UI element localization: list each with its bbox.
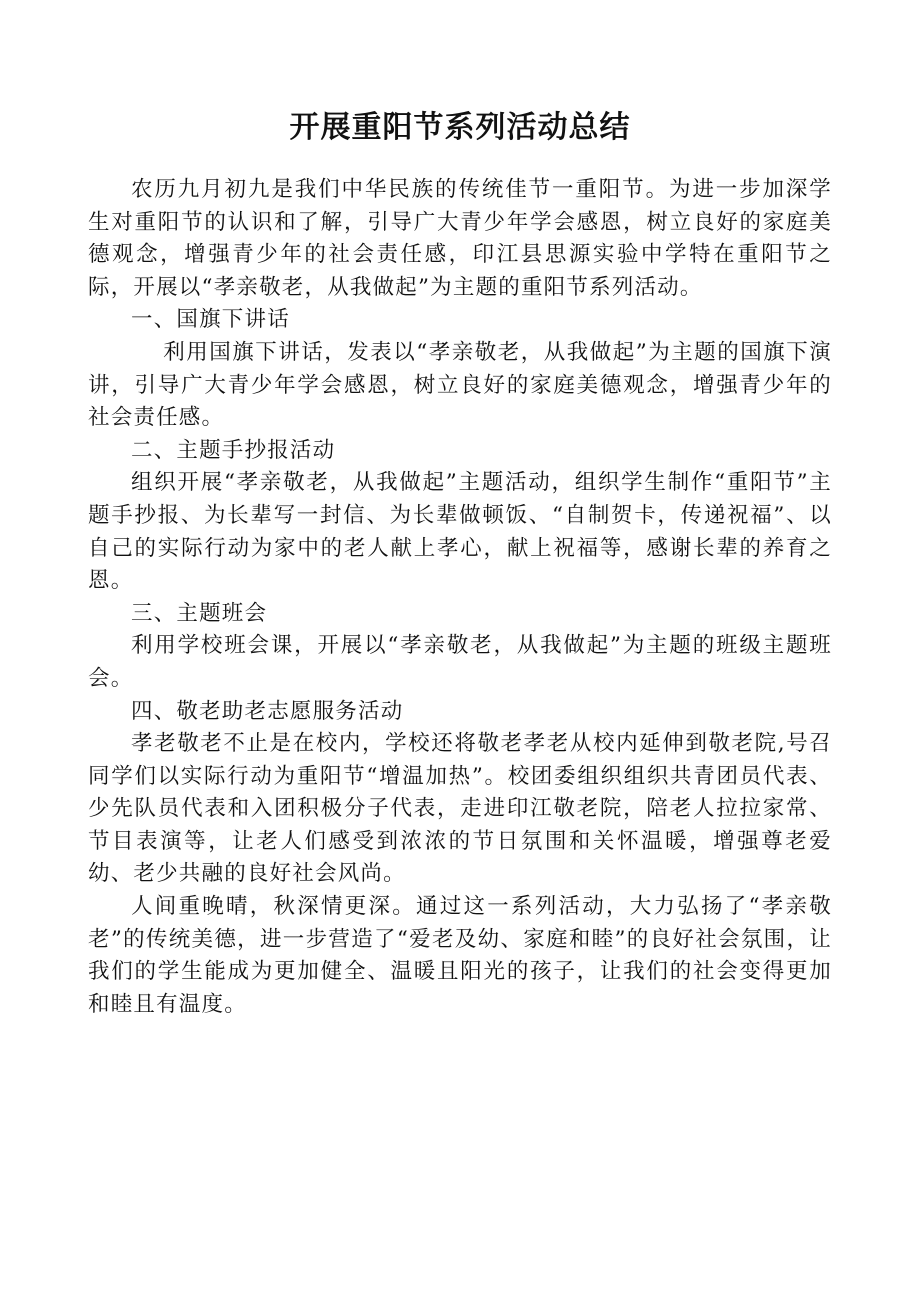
document-title: 开展重阳节系列活动总结 — [289, 110, 631, 145]
section-heading-volunteer-service: 四、敬老助老志愿服务活动 — [131, 698, 404, 724]
section-heading-flag-speech: 一、国旗下讲话 — [131, 307, 290, 333]
section-paragraph-volunteer-service: 孝老敬老不止是在校内，学校还将敬老孝老从校内延伸到敬老院,号召同学们以实际行动为重阳节“增温加热”。校团委组织组织共青团员代表、少先队员代表和入团积极分子代表，走进印江敬老院，陪老人拉拉家常、节目表演等，让老人们感受到浓浓的节日氛围和关怀温暖，增强尊老爱幼、老少共融的良好社会风尚。 — [88, 731, 832, 887]
conclusion-paragraph: 人间重晚晴，秋深情更深。通过这一系列活动，大力弘扬了“孝亲敬老”的传统美德，进一步营造了“爱老及幼、家庭和睦”的良好社会氛围，让我们的学生能成为更加健全、温暖且阳光的孩子，让我们的社会变得更加和睦且有温度。 — [88, 894, 832, 1017]
section-heading-class-meeting: 三、主题班会 — [131, 600, 268, 626]
section-paragraph-flag-speech: 利用国旗下讲话，发表以“孝亲敬老，从我做起”为主题的国旗下演讲，引导广大青少年学会感恩，树立良好的家庭美德观念，增强青少年的社会责任感。 — [88, 339, 832, 431]
section-paragraph-class-meeting: 利用学校班会课，开展以“孝亲敬老，从我做起”为主题的班级主题班会。 — [88, 633, 832, 691]
document-body — [88, 174, 832, 1021]
section-paragraph-handwritten-newspaper: 组织开展“孝亲敬老，从我做起”主题活动，组织学生制作“重阳节”主题手抄报、为长辈写一封信、为长辈做顿饭、“自制贺卡，传递祝福”、以自己的实际行动为家中的老人献上孝心，献上祝福等，感谢长辈的养育之恩。 — [88, 470, 832, 594]
section-heading-handwritten-newspaper: 二、主题手抄报活动 — [131, 437, 336, 463]
intro-paragraph: 农历九月初九是我们中华民族的传统佳节一重阳节。为进一步加深学生对重阳节的认识和了解，引导广大青少年学会感恩，树立良好的家庭美德观念，增强青少年的社会责任感，印江县思源实验中学特在重阳节之际，开展以“孝亲敬老，从我做起”为主题的重阳节系列活动。 — [88, 177, 832, 300]
